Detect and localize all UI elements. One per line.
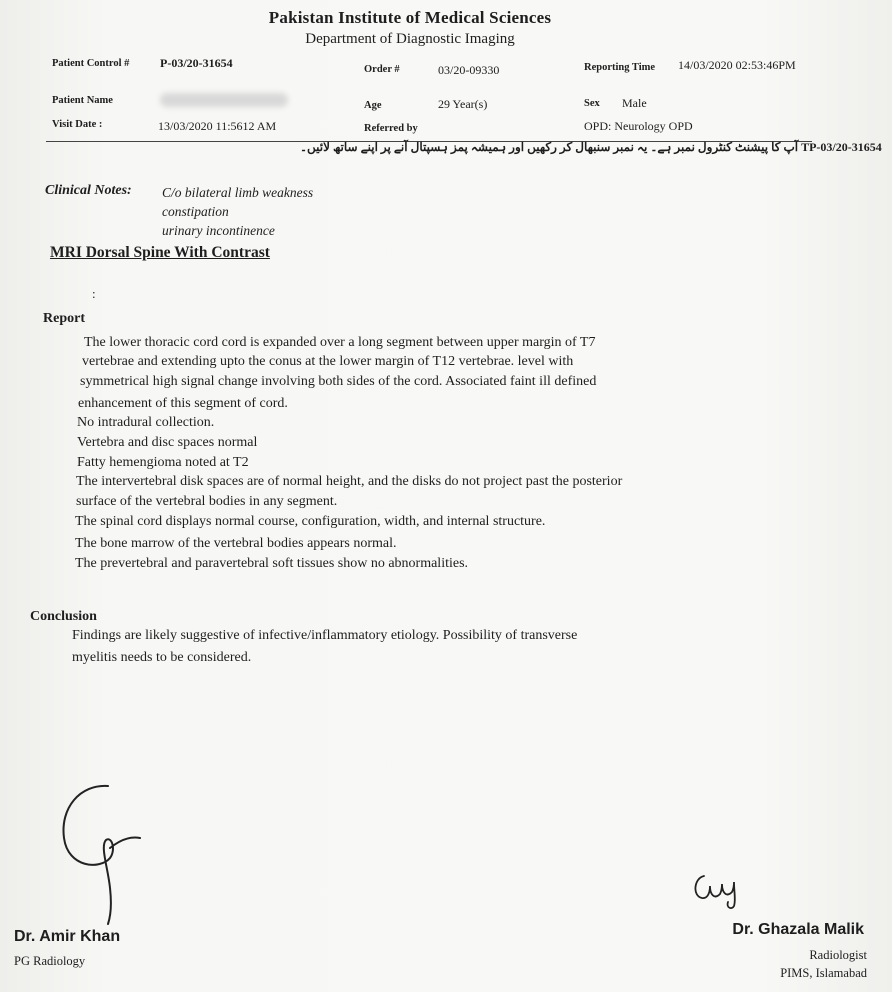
right-signatory-org: PIMS, Islamabad — [780, 966, 867, 980]
report-line: The lower thoracic cord cord is expanded over a long segment between upper margin of T7 — [84, 335, 596, 350]
clinical-note-line: constipation — [162, 204, 229, 219]
visit-date-label: Visit Date : — [52, 119, 103, 130]
report-line: The prevertebral and paravertebral soft tissues show no abnormalities. — [75, 556, 469, 571]
reporting-time-value: 14/03/2020 02:53:46PM — [678, 58, 796, 72]
institution-name: Pakistan Institute of Medical Sciences — [268, 8, 552, 27]
report-line: The intervertebral disk spaces are of normal height, and the disks do not project past the posterior — [76, 474, 623, 489]
clinical-notes-label: Clinical Notes: — [45, 183, 132, 198]
redacted-patient-name — [160, 93, 288, 107]
left-signatory-name: Dr. Amir Khan — [14, 928, 121, 945]
sex-label: Sex — [584, 98, 600, 109]
report-line: surface of the vertebral bodies in any segment. — [76, 494, 338, 509]
sex-value: Male — [622, 96, 647, 110]
order-value: 03/20-09330 — [438, 63, 500, 77]
department-name: Department of Diagnostic Imaging — [305, 31, 515, 47]
conclusion-heading: Conclusion — [30, 609, 97, 624]
report-line: No intradural collection. — [77, 415, 215, 430]
colon-mark: : — [92, 286, 96, 301]
report-line: Fatty hemengioma noted at T2 — [77, 455, 249, 470]
left-signature-icon — [50, 778, 170, 928]
right-signatory-role: Radiologist — [809, 948, 867, 962]
age-label: Age — [364, 100, 382, 111]
report-line: The spinal cord displays normal course, configuration, width, and internal structure. — [75, 514, 546, 529]
conclusion-line: Findings are likely suggestive of infective/inflammatory etiology. Possibility of transverse — [72, 628, 578, 643]
report-heading: Report — [43, 311, 85, 326]
opd-value: OPD: Neurology OPD — [584, 119, 693, 133]
patient-control-label: Patient Control # — [52, 58, 130, 69]
report-line: symmetrical high signal change involving both sides of the cord. Associated faint ill defined — [80, 374, 597, 389]
reporting-time-label: Reporting Time — [584, 62, 656, 73]
order-label: Order # — [364, 64, 400, 75]
patient-name-label: Patient Name — [52, 95, 113, 106]
visit-date-value: 13/03/2020 11:5612 AM — [158, 119, 277, 133]
clinical-note-line: C/o bilateral limb weakness — [162, 185, 314, 200]
urdu-notice: TP-03/20-31654 آپ کا پیشنٹ کنٹرول نمبر ہے۔ یہ نمبر سنبھال کر رکھیں اور ہمیشہ پمز ہسپتال آنے پر اپنے ساتھ لائیں۔ — [300, 140, 882, 154]
report-line: The bone marrow of the vertebral bodies appears normal. — [75, 536, 397, 551]
clinical-note-line: urinary incontinence — [162, 223, 275, 238]
report-line: enhancement of this segment of cord. — [78, 396, 288, 411]
referred-by-label: Referred by — [364, 123, 418, 134]
exam-title: MRI Dorsal Spine With Contrast — [50, 244, 270, 261]
right-signature-icon — [690, 870, 760, 910]
report-line: Vertebra and disc spaces normal — [77, 435, 258, 450]
left-signatory-role: PG Radiology — [14, 954, 86, 968]
patient-control-value: P-03/20-31654 — [160, 56, 233, 70]
right-signatory-name: Dr. Ghazala Malik — [732, 921, 864, 938]
report-line: vertebrae and extending upto the conus at the lower margin of T12 vertebrae. level with — [82, 354, 574, 369]
conclusion-line: myelitis needs to be considered. — [72, 650, 252, 665]
age-value: 29 Year(s) — [438, 97, 488, 111]
